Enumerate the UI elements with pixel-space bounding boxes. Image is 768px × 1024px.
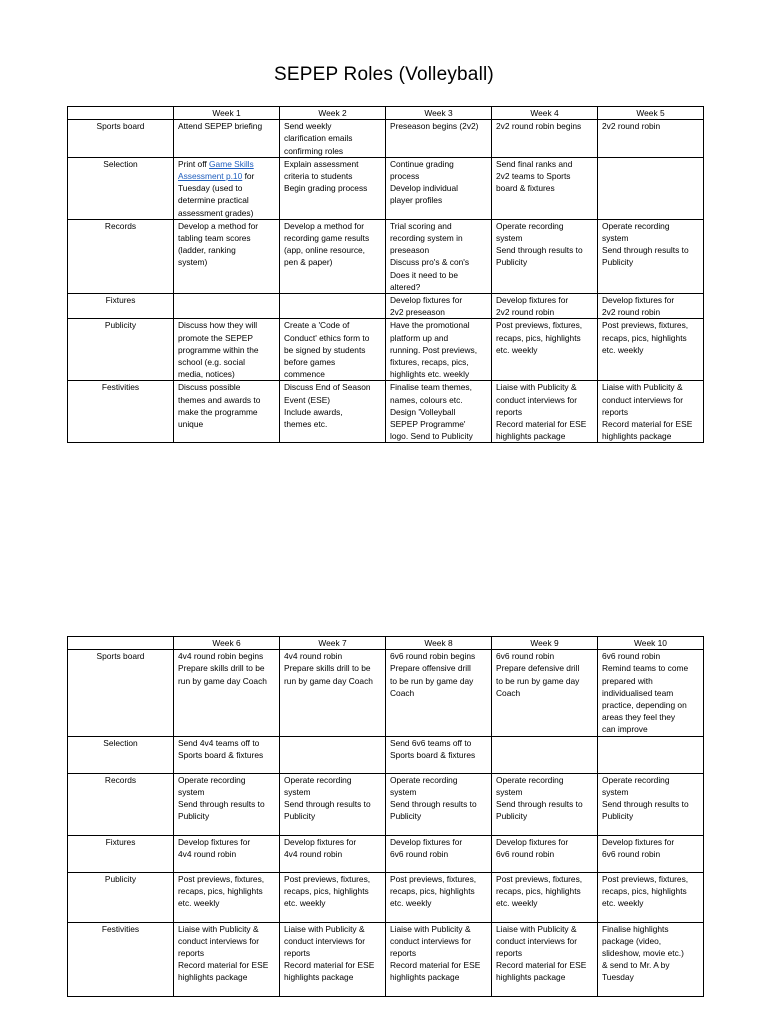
table-cell: Liaise with Publicity & conduct interviews for reports Record material for ESE highlights package xyxy=(492,922,598,996)
table-row xyxy=(68,835,704,872)
week-header: Week 9 xyxy=(492,637,598,650)
table-cell xyxy=(280,736,386,773)
table-row xyxy=(68,773,704,835)
table-cell: Liaise with Publicity & conduct interviews for reports Record material for ESE highlights package xyxy=(280,922,386,996)
table-cell: 6v6 round robin Prepare defensive drill to be run by game day Coach xyxy=(492,650,598,736)
table-cell: Operate recording system Send through results to Publicity xyxy=(598,219,704,293)
table-cell: Develop fixtures for 2v2 round robin xyxy=(492,294,598,319)
table-cell: Discuss End of Season Event (ESE) Include awards, themes etc. xyxy=(280,381,386,443)
page-title: SEPEP Roles (Volleyball) xyxy=(274,64,494,85)
table-cell: 6v6 round robin Remind teams to come prepared with individualised team practice, depending on areas they feel they can improve xyxy=(598,650,704,736)
table-row xyxy=(68,650,704,736)
table-cell: Develop fixtures for 6v6 round robin xyxy=(386,835,492,872)
table-cell: Liaise with Publicity & conduct interviews for reports Record material for ESE highlights package xyxy=(386,922,492,996)
table-cell: Develop fixtures for 2v2 round robin xyxy=(598,294,704,319)
cell-text: for xyxy=(242,171,255,182)
table-cell: Attend SEPEP briefing xyxy=(174,120,280,158)
table-cell: Post previews, fixtures, recaps, pics, highlights etc. weekly xyxy=(492,319,598,381)
table-cell: Send final ranks and 2v2 teams to Sports board & fixtures xyxy=(492,157,598,219)
table-row xyxy=(68,120,704,158)
week-header: Week 3 xyxy=(386,107,492,120)
table-cell: Develop fixtures for 6v6 round robin xyxy=(598,835,704,872)
table-row xyxy=(68,736,704,773)
corner-cell xyxy=(68,637,174,650)
role-label: Festivities xyxy=(68,381,174,443)
schedule-table-weeks-6-10 xyxy=(67,636,704,997)
role-label: Fixtures xyxy=(68,835,174,872)
cell-text: Tuesday (used to determine practical assessment grades) xyxy=(178,183,254,218)
table-cell: Post previews, fixtures, recaps, pics, highlights etc. weekly xyxy=(492,872,598,922)
table-cell: Finalise highlights package (video, slideshow, movie etc.) & send to Mr. A by Tuesday xyxy=(598,922,704,996)
table-row xyxy=(68,872,704,922)
header-row xyxy=(68,637,704,650)
table-cell: Operate recording system Send through results to Publicity xyxy=(492,219,598,293)
table-cell: Post previews, fixtures, recaps, pics, highlights etc. weekly xyxy=(598,319,704,381)
table-cell: Operate recording system Send through results to Publicity xyxy=(174,773,280,835)
table-cell: Develop a method for recording game results (app, online resource, pen & paper) xyxy=(280,219,386,293)
table-cell: Develop fixtures for 6v6 round robin xyxy=(492,835,598,872)
header-row xyxy=(68,107,704,120)
table-cell: Operate recording system Send through results to Publicity xyxy=(280,773,386,835)
table-cell: Continue grading process Develop individual player profiles xyxy=(386,157,492,219)
table-row xyxy=(68,922,704,996)
role-label: Fixtures xyxy=(68,294,174,319)
role-label: Selection xyxy=(68,157,174,219)
role-label: Sports board xyxy=(68,120,174,158)
table-cell: Post previews, fixtures, recaps, pics, highlights etc. weekly xyxy=(174,872,280,922)
table-cell: Liaise with Publicity & conduct interviews for reports Record material for ESE highlights package xyxy=(174,922,280,996)
table-cell: Operate recording system Send through results to Publicity xyxy=(386,773,492,835)
table-row xyxy=(68,219,704,293)
table-cell: Discuss how they will promote the SEPEP programme within the school (e.g. social media, notices) xyxy=(174,319,280,381)
table-cell: Liaise with Publicity & conduct interviews for reports Record material for ESE highlights package xyxy=(598,381,704,443)
table-cell: Liaise with Publicity & conduct interviews for reports Record material for ESE highlights package xyxy=(492,381,598,443)
table-cell: Post previews, fixtures, recaps, pics, highlights etc. weekly xyxy=(598,872,704,922)
table-cell: Post previews, fixtures, recaps, pics, highlights etc. weekly xyxy=(386,872,492,922)
table-cell xyxy=(598,736,704,773)
week-header: Week 5 xyxy=(598,107,704,120)
week-header: Week 4 xyxy=(492,107,598,120)
table-cell: Finalise team themes, names, colours etc. Design 'Volleyball SEPEP Programme' logo. Send to Publicity xyxy=(386,381,492,443)
table-cell xyxy=(598,157,704,219)
table-cell: 2v2 round robin begins xyxy=(492,120,598,158)
table-row xyxy=(68,294,704,319)
table-cell: Explain assessment criteria to students Begin grading process xyxy=(280,157,386,219)
week-header: Week 10 xyxy=(598,637,704,650)
table-cell: Develop fixtures for 4v4 round robin xyxy=(174,835,280,872)
corner-cell xyxy=(68,107,174,120)
role-label: Records xyxy=(68,773,174,835)
table-cell: Send weekly clarification emails confirming roles xyxy=(280,120,386,158)
table-cell xyxy=(492,736,598,773)
game-skills-assessment-link[interactable]: Game Skills Assessment p.10 xyxy=(178,158,254,182)
table-cell: Send 6v6 teams off to Sports board & fixtures xyxy=(386,736,492,773)
week-header: Week 7 xyxy=(280,637,386,650)
table-cell: Create a 'Code of Conduct' ethics form to be signed by students before games commence xyxy=(280,319,386,381)
week-header: Week 1 xyxy=(174,107,280,120)
table-cell: Have the promotional platform up and running. Post previews, fixtures, recaps, pics, highlights etc. weekly xyxy=(386,319,492,381)
table-cell: Develop a method for tabling team scores (ladder, ranking system) xyxy=(174,219,280,293)
table-cell: Preseason begins (2v2) xyxy=(386,120,492,158)
table-cell: 2v2 round robin xyxy=(598,120,704,158)
table-cell: Develop fixtures for 4v4 round robin xyxy=(280,835,386,872)
table-cell xyxy=(174,294,280,319)
table-cell: Operate recording system Send through results to Publicity xyxy=(598,773,704,835)
table-cell: 4v4 round robin begins Prepare skills drill to be run by game day Coach xyxy=(174,650,280,736)
week-header: Week 2 xyxy=(280,107,386,120)
week-header: Week 6 xyxy=(174,637,280,650)
table-row xyxy=(68,157,704,219)
table-cell xyxy=(280,294,386,319)
role-label: Festivities xyxy=(68,922,174,996)
table-row xyxy=(68,381,704,443)
role-label: Publicity xyxy=(68,319,174,381)
table-cell: Discuss possible themes and awards to make the programme unique xyxy=(174,381,280,443)
table-cell: Develop fixtures for 2v2 preseason xyxy=(386,294,492,319)
table-cell: 6v6 round robin begins Prepare offensive drill to be run by game day Coach xyxy=(386,650,492,736)
role-label: Records xyxy=(68,219,174,293)
table-cell: 4v4 round robin Prepare skills drill to be run by game day Coach xyxy=(280,650,386,736)
role-label: Sports board xyxy=(68,650,174,736)
table-cell: Post previews, fixtures, recaps, pics, highlights etc. weekly xyxy=(280,872,386,922)
cell-text: Print off xyxy=(178,158,210,169)
role-label: Selection xyxy=(68,736,174,773)
table-row xyxy=(68,319,704,381)
schedule-table-weeks-1-5 xyxy=(67,106,704,443)
week-header: Week 8 xyxy=(386,637,492,650)
table-cell: Send 4v4 teams off to Sports board & fixtures xyxy=(174,736,280,773)
role-label: Publicity xyxy=(68,872,174,922)
table-cell: Trial scoring and recording system in preseason Discuss pro's & con's Does it need to be altered? xyxy=(386,219,492,293)
table-cell: Operate recording system Send through results to Publicity xyxy=(492,773,598,835)
table-cell xyxy=(174,157,280,219)
